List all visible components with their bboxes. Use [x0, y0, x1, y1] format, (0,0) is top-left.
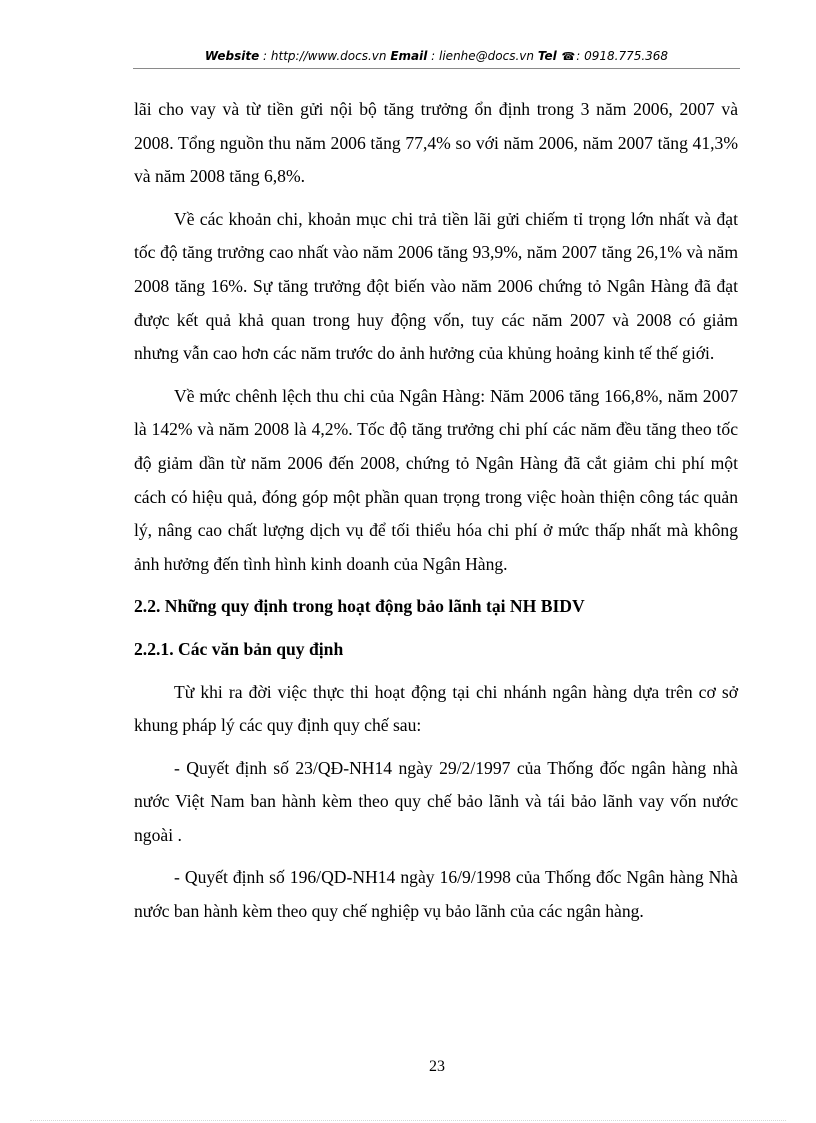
paragraph-expenses: Về các khoản chi, khoản mục chi trả tiền lãi gửi chiếm tỉ trọng lớn nhất và đạt tốc độ tăng trưởng cao nhất vào năm 2006 tăng 93,9%, năm 2007 tăng 26,1% và năm 2008 tăng 16%. Sự tăng trưởng đột biến vào năm 2006 chứng tỏ Ngân Hàng đã đạt được kết quả khả quan trong huy động vốn, tuy các năm 2007 và 2008 có giảm nhưng vẫn cao hơn các năm trước do ảnh hưởng của khủng hoảng kinh tế thế giới.: [134, 208, 738, 364]
page-bottom-divider: [30, 1120, 786, 1121]
list-item-decision-196: - Quyết định số 196/QD-NH14 ngày 16/9/1998 của Thống đốc Ngân hàng Nhà nước ban hành kèm theo quy chế nghiệp vụ bảo lãnh của các ngân hàng.: [134, 867, 738, 922]
section-heading-2-2-1: 2.2.1. Các văn bản quy định: [134, 638, 344, 659]
tel-value: : 0918.775.368: [576, 49, 669, 63]
paragraph-revenue: lãi cho vay và từ tiền gửi nội bộ tăng trưởng ổn định trong 3 năm 2006, 2007 và 2008. Tổng nguồn thu năm 2006 tăng 77,4% so với năm 2006, năm 2007 tăng 41,3% và năm 2008 tăng 6,8%.: [134, 99, 738, 187]
email-value: : lienhe@docs.vn: [427, 49, 538, 63]
paragraph-legal-basis: Từ khi ra đời việc thực thi hoạt động tại chi nhánh ngân hàng dựa trên cơ sở khung pháp lý các quy định quy chế sau:: [134, 681, 738, 736]
page-header: [133, 46, 740, 69]
list-item-decision-23: - Quyết định số 23/QĐ-NH14 ngày 29/2/1997 của Thống đốc ngân hàng nhà nước Việt Nam ban hành kèm theo quy chế bảo lãnh và tái bảo lãnh vay vốn nước ngoài .: [134, 757, 738, 845]
document-body: [134, 93, 738, 938]
tel-label: Tel: [537, 49, 557, 63]
paragraph-difference: Về mức chênh lệch thu chi của Ngân Hàng: Năm 2006 tăng 166,8%, năm 2007 là 142% và năm 2008 là 4,2%. Tốc độ tăng trưởng chi phí các năm đều tăng theo tốc độ giảm dần từ năm 2006 đến 2008, chứng tỏ Ngân Hàng đã cắt giảm chi phí một cách có hiệu quả, đóng góp một phần quan trọng trong việc hoàn thiện công tác quản lý, nâng cao chất lượng dịch vụ để tối thiểu hóa chi phí ở mức thấp nhất mà không ảnh hưởng đến tình hình kinh doanh của Ngân Hàng.: [134, 385, 738, 574]
phone-icon: ☎: [561, 50, 576, 63]
email-label: Email: [390, 49, 428, 63]
page-number: 23: [429, 1058, 445, 1075]
section-heading-2-2: 2.2. Những quy định trong hoạt động bảo lãnh tại NH BIDV: [134, 596, 585, 617]
website-label: Website: [204, 49, 260, 63]
website-value: : http://www.docs.vn: [259, 49, 391, 63]
